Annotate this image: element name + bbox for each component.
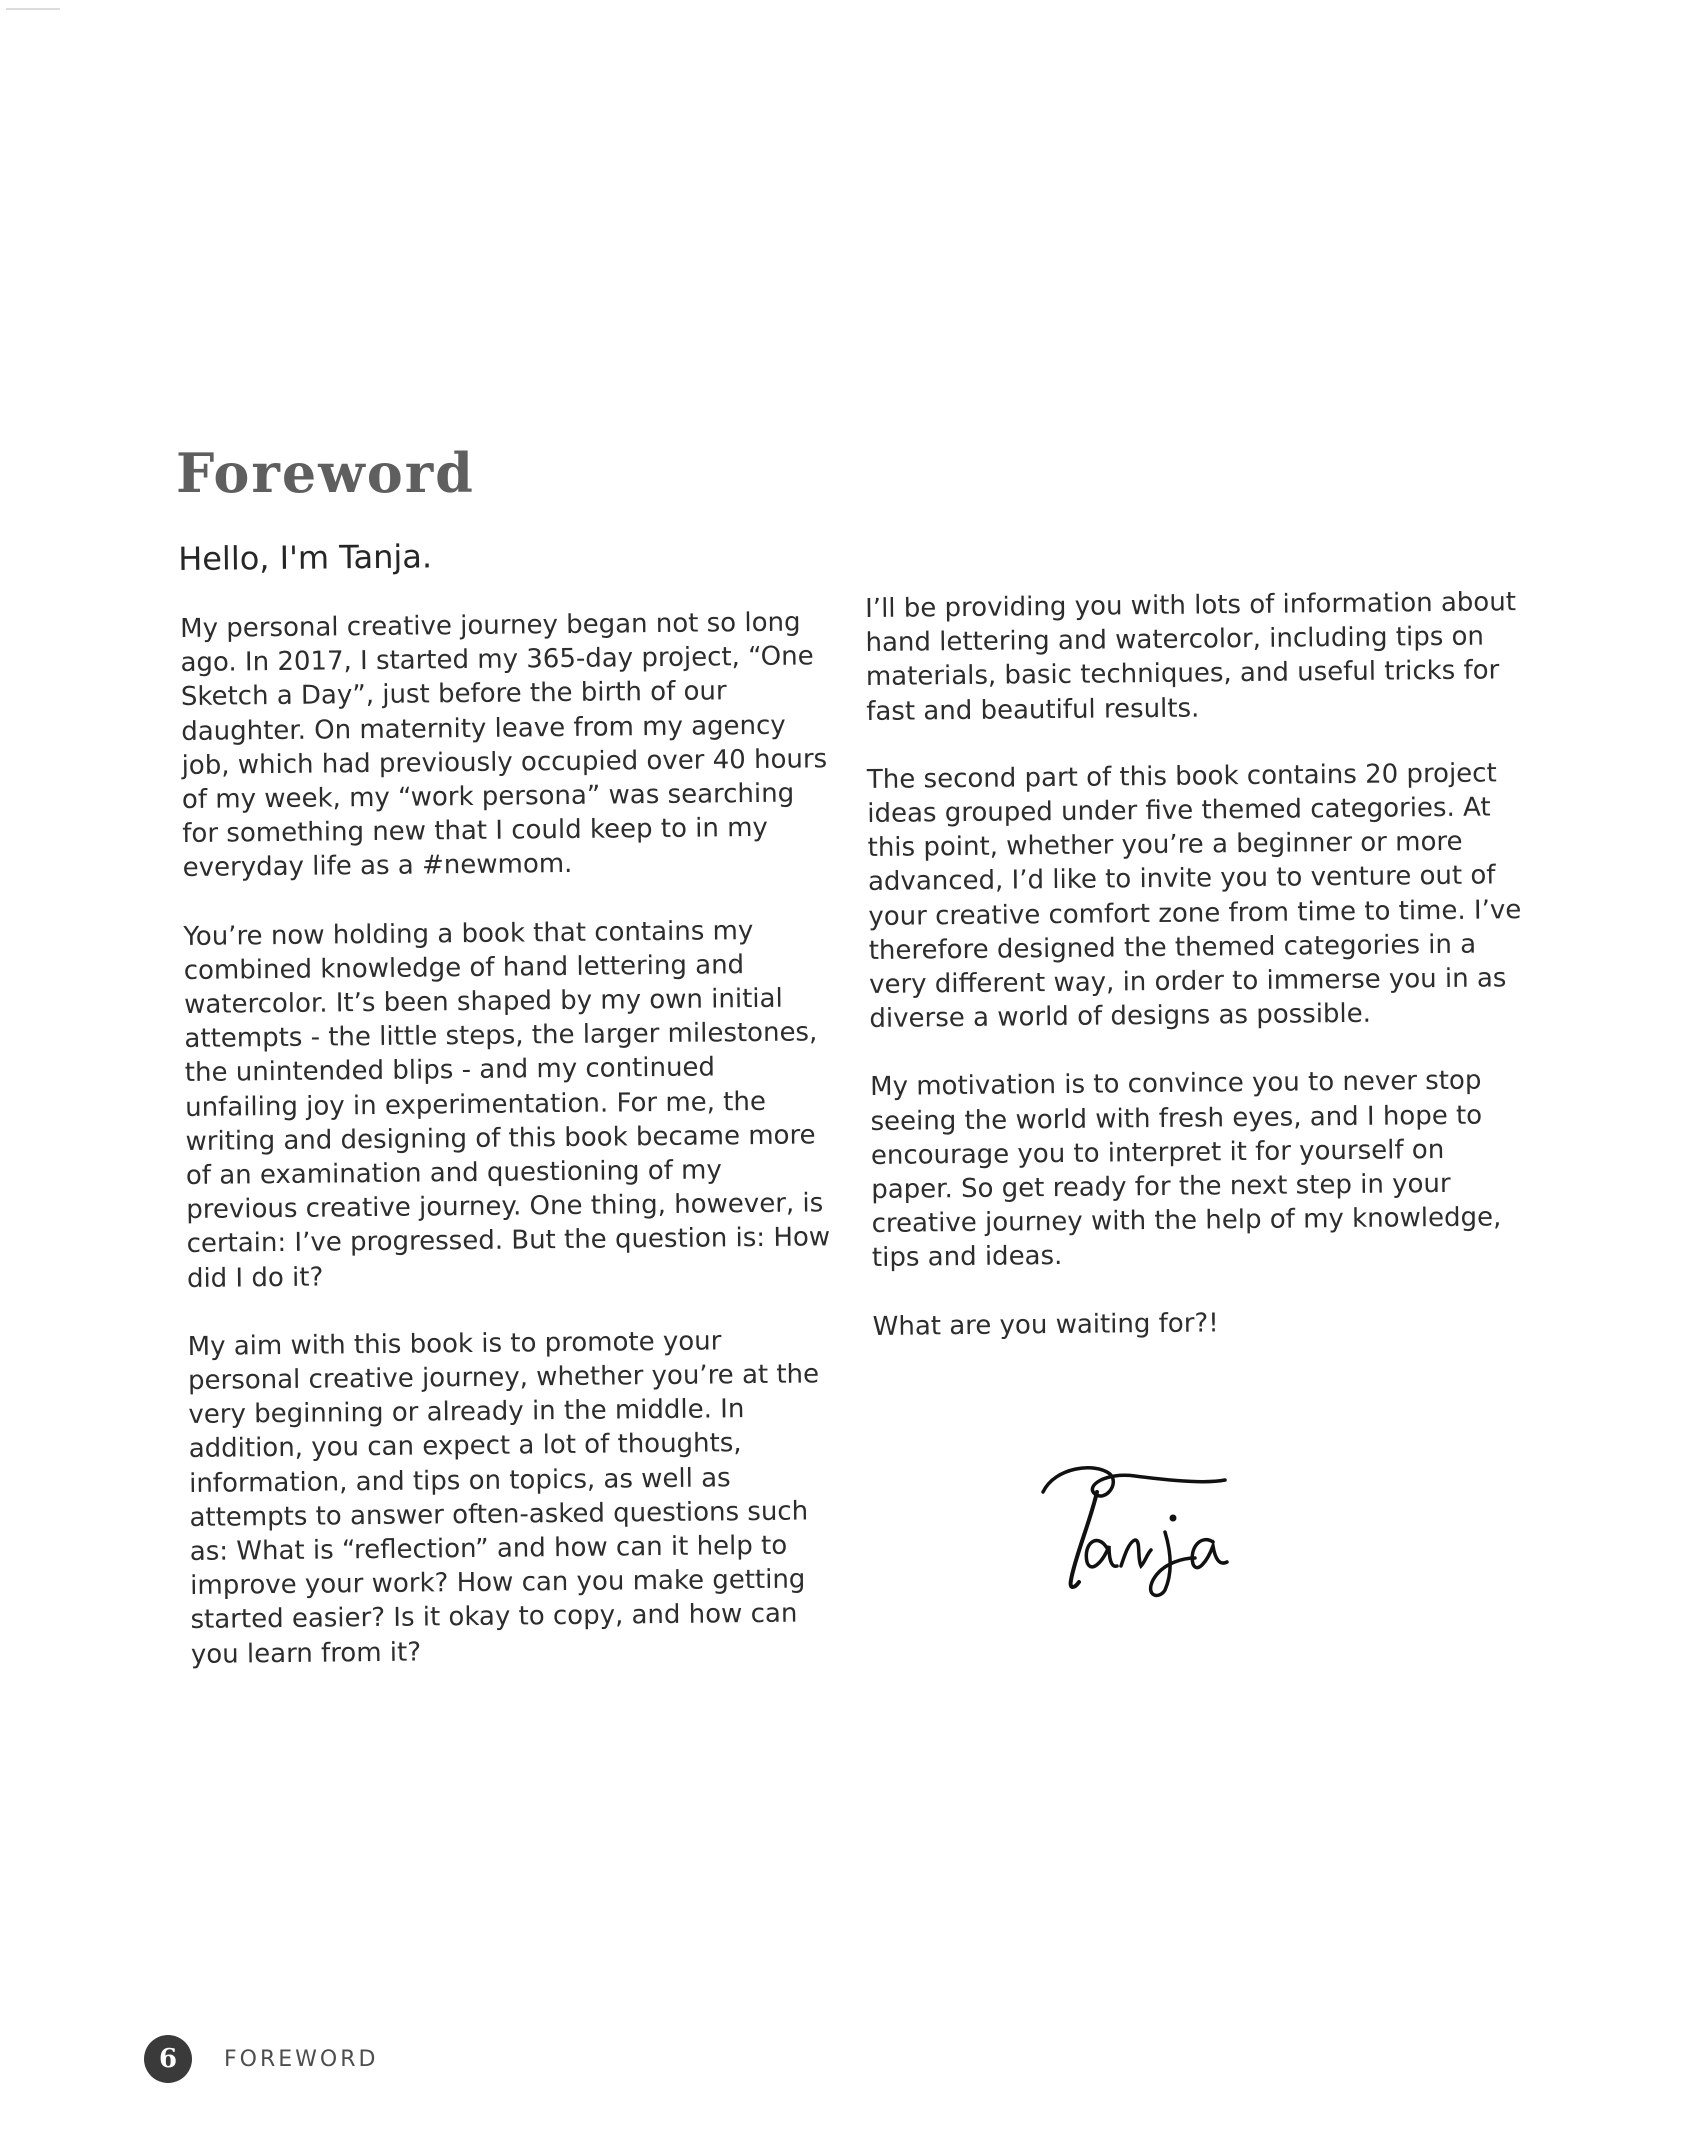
right-column (865, 585, 1533, 1378)
running-head: FOREWORD (224, 2046, 379, 2072)
page-number-badge: 6 (144, 2035, 192, 2083)
page-footer (144, 2034, 378, 2084)
scan-edge-mark (6, 8, 60, 10)
section-title: Foreword (176, 441, 475, 505)
paragraph: My motivation is to convince you to never stop seeing the world with fresh eyes, and I hope to encourage you to interpret it for yourself on paper. So get ready for the next step in your creative journey with the help of my knowledge, tips and ideas. (870, 1066, 1502, 1274)
paragraph: My aim with this book is to promote your personal creative journey, whether you’re at the very beginning or already in the middle. In addition, you can expect a lot of thoughts, information, and tips on topics, as well as attempts to answer often-asked questions such as: What is “reflection” and how can it help to improve your work? How can you make getting started easier? Is it okay to copy, and how can you learn from it? (187, 1326, 820, 1670)
paragraph: I’ll be providing you with lots of information about hand lettering and watercolor, including tips on materials, basic techniques, and useful tricks for fast and beautiful results. (865, 587, 1517, 727)
signature-icon (1035, 1462, 1255, 1602)
left-column (180, 605, 841, 1706)
greeting-heading: Hello, I'm Tanja. (178, 537, 433, 578)
paragraph: The second part of this book contains 20 project ideas grouped under five themed categories. At this point, whether you’re a beginner or more advanced, I’d like to invite you to venture out of your creative comfort zone from time to time. I’ve therefore designed the themed categories in a very different way, in order to immerse you in as diverse a world of designs as possible. (866, 758, 1522, 1035)
paragraph: You’re now holding a book that contains my combined knowledge of hand lettering and watercolor. It’s been shaped by my own initial attempts - the little steps, the larger milestones, the unintended blips - and my continued unfailing joy in experimentation. For me, the writing and designing of this book became more of an examination and questioning of my previous creative journey. One thing, however, is certain: I’ve progressed. But the question is: How did I do it? (183, 915, 831, 1294)
paragraph: My personal creative journey began not so long ago. In 2017, I started my 365-day project, “One Sketch a Day”, just before the birth of our daughter. On maternity leave from my agency job, which had previously occupied over 40 hours of my week, my “work persona” was searching for something new that I could keep to in my everyday life as a #newmom. (180, 607, 828, 884)
paragraph: What are you waiting for?! (872, 1307, 1219, 1342)
